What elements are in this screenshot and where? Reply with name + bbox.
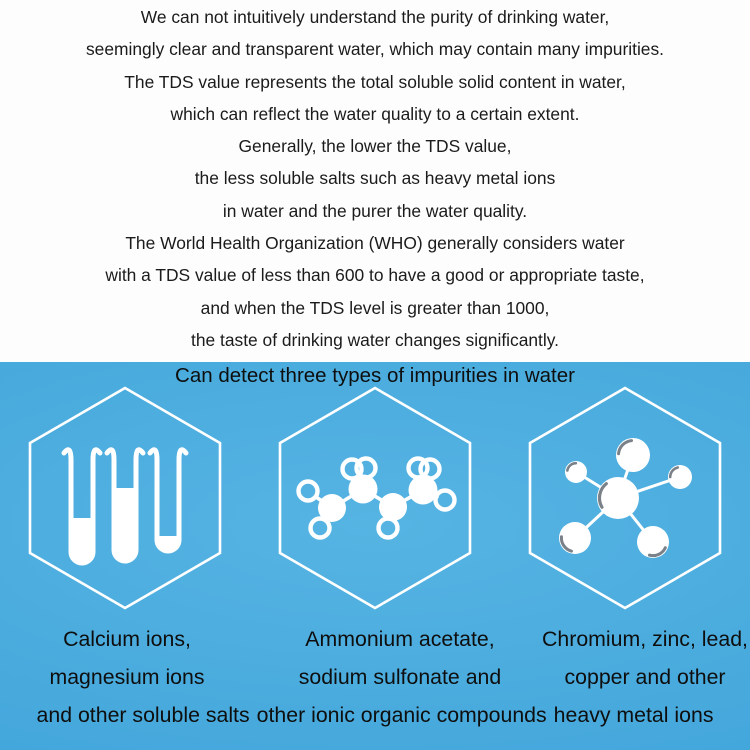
impurities-section (0, 362, 750, 750)
caption-line: other ionic organic compounds (256, 703, 547, 727)
hexagon-card-soluble-salts (25, 386, 225, 610)
heavy-metal-molecule-icon (525, 386, 725, 610)
intro-line: the less soluble salts such as heavy metal ions (194, 168, 556, 189)
caption-line: and other soluble salts (36, 703, 250, 727)
intro-line: in water and the purer the water quality. (222, 200, 528, 221)
caption-line: heavy metal ions (553, 703, 714, 727)
hexagon-card-organic-compounds (275, 386, 475, 610)
caption-line: sodium sulfonate and (298, 665, 502, 689)
intro-line: with a TDS value of less than 600 to have a good or appropriate taste, (105, 265, 645, 286)
test-tubes-icon (25, 386, 225, 610)
metal-spheres (559, 438, 692, 558)
intro-line: which can reflect the water quality to a certain extent. (170, 103, 580, 124)
caption-line: Chromium, zinc, lead, (542, 627, 748, 651)
caption-line: magnesium ions (49, 665, 205, 689)
intro-line: We can not intuitively understand the purity of drinking water, (140, 7, 610, 27)
caption-soluble-salts (2, 620, 252, 696)
caption-line: Calcium ions, (63, 627, 191, 651)
caption-organic-compounds (275, 620, 525, 696)
caption-line: Ammonium acetate, (305, 627, 495, 651)
intro-line: seemingly clear and transparent water, which may contain many impurities. (85, 39, 665, 60)
intro-line: and when the TDS level is greater than 1000, (200, 297, 550, 318)
intro-line: the taste of drinking water changes significantly. (191, 329, 559, 350)
intro-line: The World Health Organization (WHO) generally considers water (125, 233, 625, 254)
hexagon-card-heavy-metals (525, 386, 725, 610)
intro-line: Generally, the lower the TDS value, (238, 136, 512, 157)
caption-bottom-row (0, 696, 750, 734)
organic-molecule-chain-icon (275, 386, 475, 610)
caption-heavy-metals (520, 620, 750, 696)
section-title: Can detect three types of impurities in water (175, 364, 575, 387)
tds-explanation-text (0, 0, 750, 362)
intro-line: The TDS value represents the total soluble solid content in water, (124, 71, 626, 92)
caption-line: copper and other (564, 665, 726, 689)
